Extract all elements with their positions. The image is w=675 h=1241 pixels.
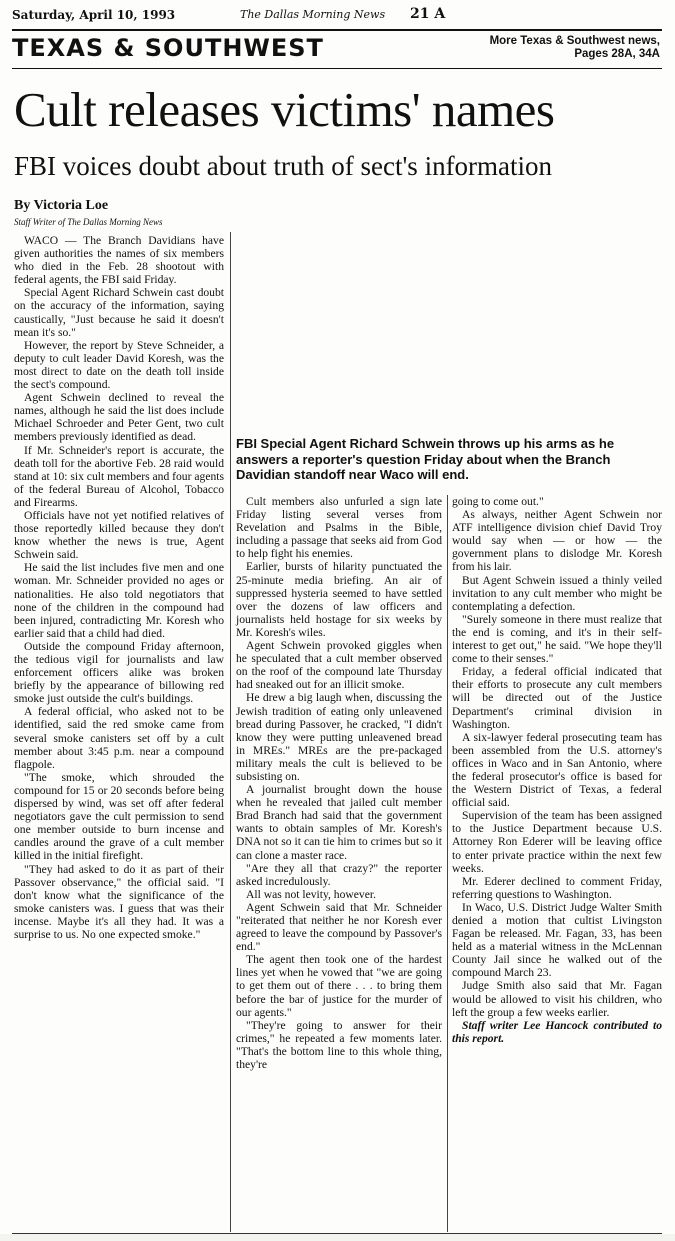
paragraph: As always, neither Agent Schwein nor ATF intelligence division chief David Troy would say when — or how — the government plans to dislodge Mr. Koresh from his lair. bbox=[452, 508, 662, 574]
paragraph: Agent Schwein said that Mr. Schneider "reiterated that neither he nor Koresh ever agreed to leave the compound by Passover's end." bbox=[236, 900, 442, 954]
paragraph: Friday, a federal official indicated that their efforts to prosecute any cult members will be directed out of the Justice Department's criminal division in Washington. bbox=[452, 665, 662, 731]
paragraph: Judge Smith also said that Mr. Fagan would be allowed to visit his children, who left the group a few weeks earlier. bbox=[452, 979, 662, 1019]
paragraph: Earlier, bursts of hilarity punctuated the 25-minute media briefing. An air of suppressed hysteria seemed to have settled over the dozens of law officers and journalists held hostage for six weeks by Mr. Koresh's wiles. bbox=[236, 560, 442, 639]
paragraph: Outside the compound Friday afternoon, the tedious vigil for journalists and law enforcement officers alike was broken briefly by the appearance of billowing red smoke just outside the cult's buildings. bbox=[14, 639, 224, 706]
paragraph: "The smoke, which shrouded the compound for 15 or 20 seconds before being dispersed by wind, was set off after federal negotiators gave the cult permission to send one member outside to burn incense and candles around the grave of a cult member killed in the initial firefight. bbox=[14, 770, 224, 863]
byline: By Victoria Loe bbox=[14, 198, 109, 213]
article-column-2 bbox=[236, 495, 442, 1230]
paragraph: Agent Schwein provoked giggles when he speculated that a cult member observed on the roof of the compound late Thursday had sneaked out for an illicit smoke. bbox=[236, 639, 442, 692]
section-bottom-rule bbox=[12, 68, 662, 69]
article-column-3 bbox=[452, 495, 662, 1230]
paragraph: Cult members also unfurled a sign late Friday listing several verses from Revelation and Psalms in the Bible, including a passage that seeks aid from God to help fight his enemies. bbox=[236, 495, 442, 561]
paragraph: WACO — The Branch Davidians have given authorities the names of six members who died in the Feb. 28 shootout with federal agents, the FBI said Friday. bbox=[14, 234, 224, 287]
article-column-1 bbox=[14, 234, 224, 1234]
paragraph: The agent then took one of the hardest lines yet when he vowed that "we are going to get them out of there . . . to bring them before the bar of justice for the murder of our agents." bbox=[236, 953, 442, 1019]
paragraph: He drew a big laugh when, discussing the Jewish tradition of eating only unleavened bread during Passover, he cracked, "I didn't know they were putting unleavened bread in MREs." MREs are the pre-packaged military meals the cult is believed to be subsisting on. bbox=[236, 691, 442, 783]
photo-area bbox=[236, 234, 662, 430]
headline: Cult releases victims' names bbox=[14, 82, 555, 137]
section-top-rule bbox=[12, 29, 662, 31]
paragraph: Agent Schwein declined to reveal the names, although he said the list does include Michael Schroeder and Peter Gent, two cult members previously identified as dead. bbox=[14, 391, 224, 444]
masthead-paper-name: The Dallas Morning News bbox=[240, 8, 386, 21]
paragraph: Supervision of the team has been assigned to the Justice Department because U.S. Attorney Ron Ederer will be leaving office to enter private practice within the next few weeks. bbox=[452, 809, 662, 875]
more-news-line-2: Pages 28A, 34A bbox=[574, 48, 660, 60]
scan-edge bbox=[0, 1234, 675, 1241]
paragraph: He said the list includes five men and one woman. Mr. Schneider provided no ages or nationalities. He also told negotiators that none of the children in the compound had been injured, contradicting Mr. Koresh who earlier said that a child had died. bbox=[14, 561, 224, 640]
contributor-note: Staff writer Lee Hancock contributed to this report. bbox=[452, 1018, 662, 1045]
more-news-pointer bbox=[490, 35, 660, 61]
paragraph: But Agent Schwein issued a thinly veiled invitation to any cult member who might be contemplating a defection. bbox=[452, 573, 662, 613]
paragraph: Mr. Ederer declined to comment Friday, referring questions to Washington. bbox=[452, 874, 662, 901]
paragraph: A six-lawyer federal prosecuting team has been assembled from the U.S. attorney's offices in Waco and in San Antonio, where the federal prosecutor's office is based for the Western District of Texas, a federal official said. bbox=[452, 730, 662, 810]
photo-caption: FBI Special Agent Richard Schwein throws up his arms as he answers a reporter's question Friday about when the Branch Davidian standoff near Waco will end. bbox=[236, 436, 615, 482]
column-divider bbox=[447, 495, 448, 1232]
byline-credit: Staff Writer of The Dallas Morning News bbox=[14, 217, 163, 227]
paragraph: going to come out." bbox=[452, 495, 544, 508]
paragraph: "They had asked to do it as part of their Passover observance," the official said. "I don't know what the significance of the smoke canisters was. I guess that was their incense. Maybe it's all they had. It was a surprise to us. No one expected smoke." bbox=[14, 862, 224, 941]
more-news-line-1: More Texas & Southwest news, bbox=[489, 35, 660, 47]
paragraph: Special Agent Richard Schwein cast doubt on the accuracy of the information, saying caustically, "Just because he said it doesn't mean it's so." bbox=[14, 286, 224, 339]
paragraph: "Surely someone in there must realize that the end is coming, and it's in their self-interest to get out," he said. "We hope they'll come to their senses." bbox=[452, 612, 662, 666]
section-title: TEXAS & SOUTHWEST bbox=[12, 34, 324, 62]
paragraph: However, the report by Steve Schneider, a deputy to cult leader David Koresh, was the most direct to date on the death toll inside the sect's compound. bbox=[14, 338, 224, 392]
masthead-page-number: 21 A bbox=[410, 6, 446, 22]
paragraph: If Mr. Schneider's report is accurate, the death toll for the abortive Feb. 28 raid would stand at 10: six cult members and four agents of the federal Bureau of Alcohol, Tobacco and Firearms. bbox=[14, 443, 224, 509]
masthead bbox=[12, 8, 662, 26]
subheadline: FBI voices doubt about truth of sect's information bbox=[14, 151, 553, 181]
paragraph: "They're going to answer for their crimes," he repeated a few moments later. "That's the bottom line to this whole thing, they're bbox=[236, 1018, 442, 1072]
paragraph: All was not levity, however. bbox=[246, 887, 376, 901]
paragraph: A journalist brought down the house when he revealed that jailed cult member Brad Branch had said that the government wants to obtain samples of Mr. Koresh's DNA not so it can tie him to crimes but so it can clone a master race. bbox=[236, 783, 442, 862]
paragraph: Officials have not yet notified relatives of those reportedly killed because they don't know whether the news is true, Agent Schwein said. bbox=[14, 508, 224, 562]
column-divider bbox=[230, 232, 231, 1232]
paragraph: In Waco, U.S. District Judge Walter Smith denied a motion that cultist Livingston Fagan be released. Mr. Fagan, 33, has been held as a material witness in the McLennan County Jail since he walked out of the compound March 23. bbox=[452, 900, 662, 980]
paragraph: "Are they all that crazy?" the reporter asked incredulously. bbox=[236, 861, 442, 888]
masthead-date: Saturday, April 10, 1993 bbox=[12, 8, 176, 22]
paragraph: A federal official, who asked not to be identified, said the red smoke came from several smoke canisters set off by a cult member about 3:45 p.m. near a compound flagpole. bbox=[14, 705, 224, 771]
